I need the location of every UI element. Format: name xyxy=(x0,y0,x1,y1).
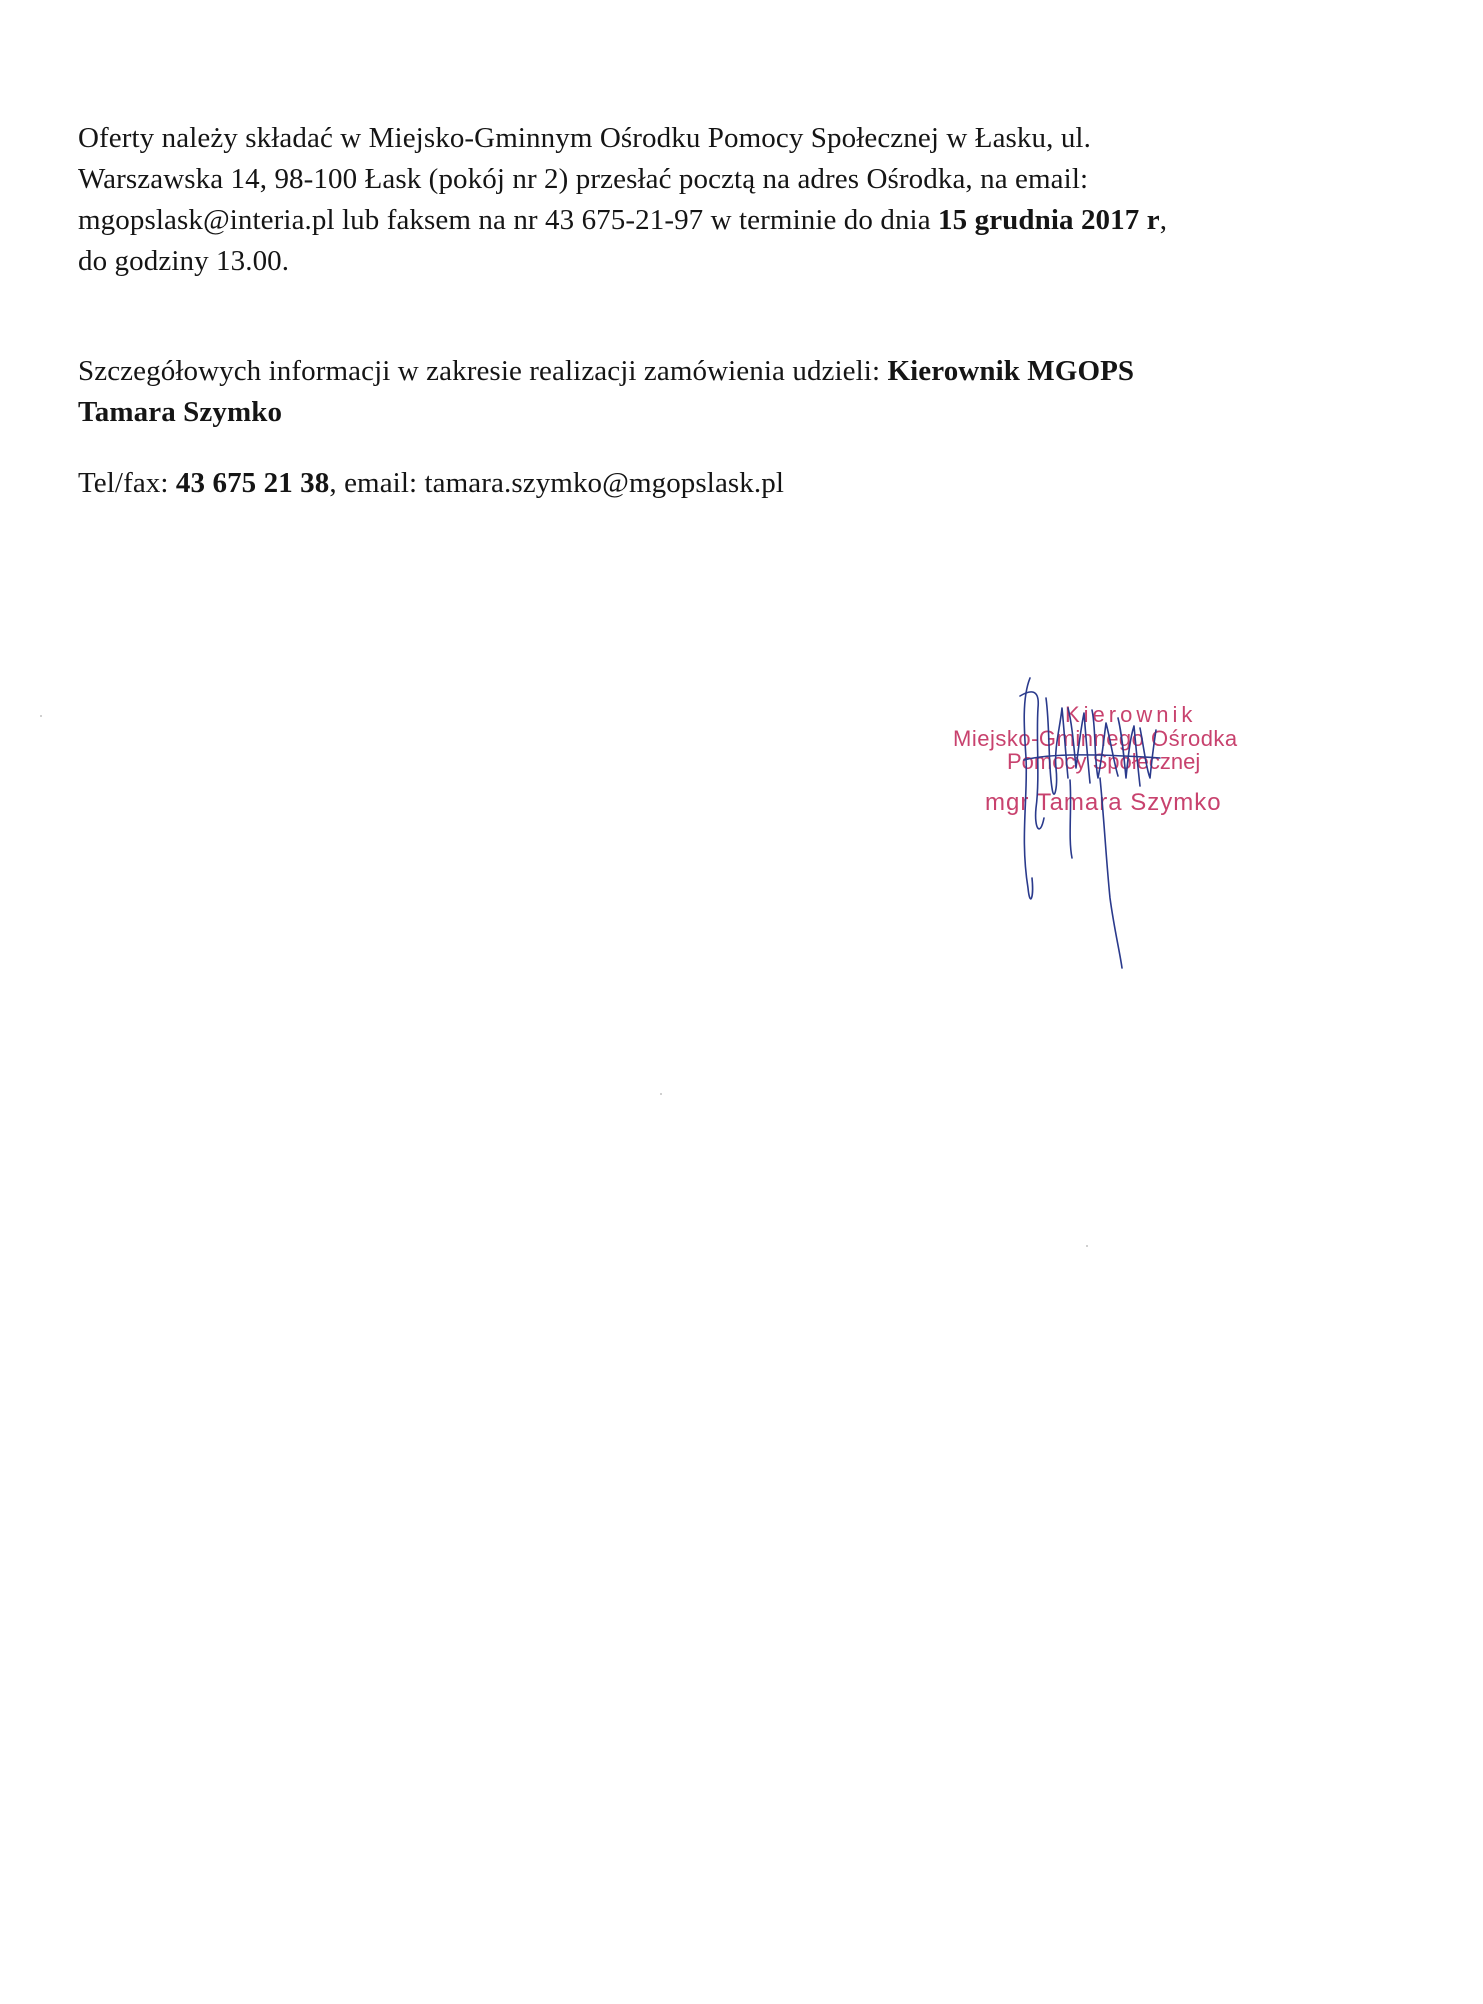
stamp-line: Kierownik xyxy=(1065,702,1197,727)
deadline-date: 15 grudnia 2017 r xyxy=(938,204,1160,236)
paragraph-line xyxy=(78,463,1378,504)
contact-details-paragraph xyxy=(78,463,1378,504)
phone-number: 43 675 21 38 xyxy=(175,467,330,499)
scan-speck xyxy=(1086,1245,1088,1247)
contact-person-paragraph xyxy=(78,351,1378,433)
paragraph-line: Oferty należy składać w Miejsko-Gminnym Ośrodku Pomocy Społecznej w Łasku, ul. xyxy=(78,122,1091,154)
scan-speck xyxy=(40,715,42,717)
stamp-line: mgr Tamara Szymko xyxy=(985,789,1222,816)
paragraph-line xyxy=(78,392,1378,433)
contact-role: Kierownik MGOPS xyxy=(887,355,1135,387)
tel-fax-label: Tel/fax: xyxy=(78,467,176,499)
email-text: , email: tamara.szymko@mgopslask.pl xyxy=(329,467,785,499)
scan-speck xyxy=(660,1093,662,1095)
offer-submission-paragraph xyxy=(78,118,1378,282)
deadline-intro-text: mgopslask@interia.pl lub faksem na nr 43 675-21-97 w terminie do dnia xyxy=(78,204,939,236)
paragraph-line: do godziny 13.00. xyxy=(78,245,290,277)
stamp-line: Miejsko-Gminnego Ośrodka xyxy=(953,726,1238,751)
contact-name: Tamara Szymko xyxy=(78,396,283,428)
paragraph-line xyxy=(78,351,1378,392)
paragraph-line xyxy=(78,200,1378,241)
handwritten-signature xyxy=(1010,668,1180,978)
paragraph-line: Warszawska 14, 98-100 Łask (pokój nr 2) przesłać pocztą na adres Ośrodka, na email: xyxy=(78,163,1089,195)
stamp-line: Pomocy Społecznej xyxy=(1007,749,1201,774)
contact-intro-text: Szczegółowych informacji w zakresie realizacji zamówienia udzieli: xyxy=(78,355,888,387)
deadline-comma: , xyxy=(1159,204,1168,236)
